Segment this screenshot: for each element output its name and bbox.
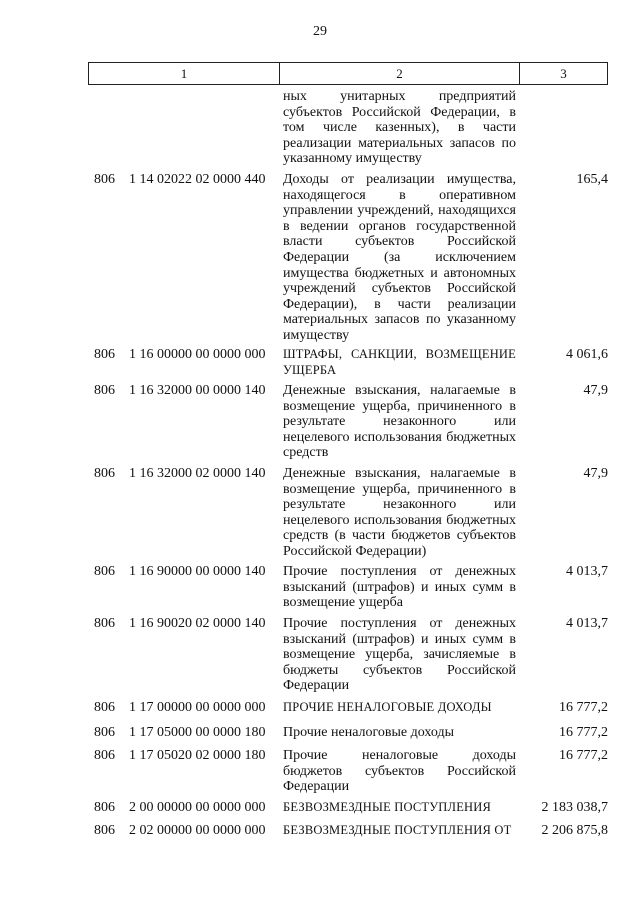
- budget-code: 1 17 05000 00 0000 180: [129, 725, 266, 740]
- row-amount: 4 013,7: [566, 564, 608, 579]
- table-row: [0, 172, 640, 347]
- admin-code: 806: [94, 823, 115, 838]
- admin-code: 806: [94, 800, 115, 815]
- row-amount: 47,9: [583, 383, 608, 398]
- row-name: ПРОЧИЕ НЕНАЛОГОВЫЕ ДОХОДЫ: [283, 700, 492, 714]
- budget-code: 1 16 90000 00 0000 140: [129, 564, 266, 579]
- budget-code: 1 16 32000 02 0000 140: [129, 466, 266, 481]
- admin-code: 806: [94, 347, 115, 362]
- row-amount: 165,4: [576, 172, 608, 187]
- row-amount: 4 013,7: [566, 616, 608, 631]
- row-amount: 16 777,2: [559, 700, 608, 715]
- table-row: [0, 616, 640, 700]
- row-name: БЕЗВОЗМЕЗДНЫЕ ПОСТУПЛЕНИЯ: [283, 800, 492, 814]
- row-name: Денежные взыскания, налагаемые в возмещение ущерба, причиненного в результате незаконного или нецелевого использования бюджетных средств (в части бюджетов субъектов Российской Федерации): [283, 466, 516, 559]
- row-amount: 47,9: [583, 466, 608, 481]
- row-amount: 16 777,2: [559, 725, 608, 740]
- admin-code: 806: [94, 700, 115, 715]
- row-name: Прочие поступления от денежных взысканий (штрафов) и иных сумм в возмещение ущерба: [283, 564, 516, 611]
- page-number: 29: [313, 24, 327, 39]
- column-header-name: 2: [280, 63, 520, 85]
- row-amount: 4 061,6: [566, 347, 608, 362]
- admin-code: 806: [94, 383, 115, 398]
- table-row: [0, 748, 640, 800]
- column-header-amount: 3: [520, 63, 608, 85]
- budget-code: 1 17 00000 00 0000 000: [129, 700, 266, 715]
- table-row: [0, 383, 640, 466]
- row-name: Доходы от реализации имущества, находящегося в оперативном управлении учреждений, находящихся в ведении органов государственной власти субъектов Российской Федерации (за исключением имущества бюджетных и автономных учреждений субъектов Российской Федерации), в части реализации материальных запасов по указанному имуществу: [283, 172, 516, 343]
- budget-code: 2 00 00000 00 0000 000: [129, 800, 266, 815]
- row-amount: 16 777,2: [559, 748, 608, 763]
- row-name: БЕЗВОЗМЕЗДНЫЕ ПОСТУПЛЕНИЯ ОТ: [283, 823, 512, 837]
- admin-code: 806: [94, 564, 115, 579]
- table-row: [0, 466, 640, 564]
- row-name: Прочие поступления от денежных взысканий (штрафов) и иных сумм в возмещение ущерба, зачисляемые в бюджеты субъектов Российской Федерации: [283, 616, 516, 694]
- admin-code: 806: [94, 616, 115, 631]
- admin-code: 806: [94, 172, 115, 187]
- row-name: Прочие неналоговые доходы бюджетов субъектов Российской Федерации: [283, 748, 516, 795]
- admin-code: 806: [94, 748, 115, 763]
- row-name: Прочие неналоговые доходы: [283, 725, 455, 740]
- budget-code: 2 02 00000 00 0000 000: [129, 823, 266, 838]
- table-row: [0, 564, 640, 616]
- budget-code: 1 16 00000 00 0000 000: [129, 347, 266, 362]
- budget-code: 1 16 90020 02 0000 140: [129, 616, 266, 631]
- budget-code: 1 14 02022 02 0000 440: [129, 172, 266, 187]
- admin-code: 806: [94, 725, 115, 740]
- budget-code: 1 17 05020 02 0000 180: [129, 748, 266, 763]
- admin-code: 806: [94, 466, 115, 481]
- table-row: [0, 725, 640, 748]
- table-row: [0, 700, 640, 725]
- row-amount: 2 183 038,7: [541, 800, 608, 815]
- column-header-code: 1: [89, 63, 280, 85]
- table-row: [0, 89, 640, 172]
- row-name-continuation: ных унитарных предприятий субъектов Российской Федерации, в том числе казенных), в части реализации материальных запасов по указанному имуществу: [283, 89, 516, 167]
- table-row: [0, 823, 640, 846]
- income-table-body: [0, 89, 640, 846]
- row-name: Денежные взыскания, налагаемые в возмещение ущерба, причиненного в результате незаконного или нецелевого использования бюджетных средств: [283, 383, 516, 461]
- row-name: ШТРАФЫ, САНКЦИИ, ВОЗМЕЩЕНИЕ УЩЕРБА: [283, 347, 516, 377]
- budget-code: 1 16 32000 00 0000 140: [129, 383, 266, 398]
- table-header: [88, 62, 608, 85]
- table-row: [0, 800, 640, 823]
- table-row: [0, 347, 640, 383]
- row-amount: 2 206 875,8: [541, 823, 608, 838]
